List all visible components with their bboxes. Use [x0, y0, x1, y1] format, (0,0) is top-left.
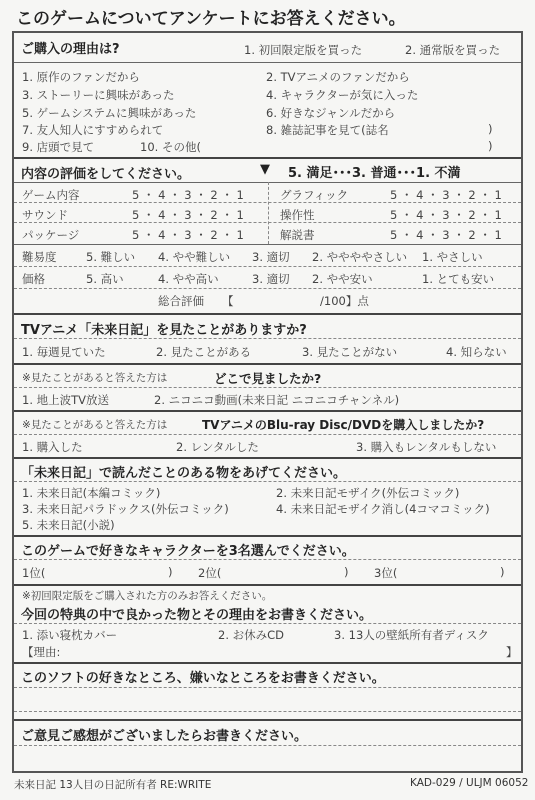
divider [14, 244, 521, 245]
section-divider [14, 157, 521, 159]
reason-option[interactable]: 1. 原作のファンだから [22, 70, 140, 84]
bonus-reason-close: 】 [506, 645, 518, 659]
footer-product-code: KAD-029 / ULJM 06052 [410, 777, 529, 789]
divider [14, 62, 521, 63]
bd-option[interactable]: 3. 購入もレンタルもしない [356, 440, 497, 454]
reason-option[interactable]: 7. 友人知人にすすめられて [22, 123, 164, 137]
price-label: 価格 [22, 272, 45, 286]
divider [14, 222, 521, 223]
bonus-note: ※初回限定版をご購入された方のみお答えください。 [22, 590, 273, 602]
reason-option[interactable]: 8. 雑誌記事を見て(誌名 [266, 123, 389, 137]
reason-option[interactable]: 6. 好きなジャンルだから [266, 106, 396, 120]
bonus-option[interactable]: 3. 13人の壁紙所有者ディスク [334, 628, 489, 642]
likes-heading: このソフトの好きなところ、嫌いなところをお書きください。 [21, 671, 385, 686]
divider [14, 338, 521, 339]
arrow-down-icon: ▼ [260, 162, 270, 177]
divider [14, 559, 521, 560]
rating-scale[interactable]: 5 ・ 4 ・ 3 ・ 2 ・ 1 [390, 208, 502, 222]
bd-option[interactable]: 2. レンタルした [176, 440, 259, 454]
rating-scale[interactable]: 5 ・ 4 ・ 3 ・ 2 ・ 1 [132, 208, 244, 222]
reason-option[interactable]: 2. TVアニメのファンだから [266, 70, 410, 84]
divider [14, 288, 521, 289]
likes-writing-line[interactable] [14, 711, 521, 712]
comics-option[interactable]: 2. 未来日記モザイク(外伝コミック) [276, 486, 460, 500]
difficulty-label: 難易度 [22, 250, 57, 264]
rating-scale[interactable]: 5 ・ 4 ・ 3 ・ 2 ・ 1 [132, 228, 244, 242]
bonus-reason-field[interactable]: 【理由: [22, 645, 61, 659]
divider [14, 481, 521, 482]
purchase-heading: ご購入の理由は? [21, 42, 120, 57]
divider [14, 202, 521, 203]
comics-option[interactable]: 3. 未来日記パラドックス(外伝コミック) [22, 502, 229, 516]
where-option[interactable]: 1. 地上波TV放送 [22, 393, 110, 407]
reason-option[interactable]: 9. 店頭で見て [22, 140, 95, 154]
rating-label: サウンド [22, 208, 68, 222]
price-option[interactable]: 2. やや安い [312, 272, 373, 286]
divider [14, 387, 521, 388]
rating-label: ゲーム内容 [22, 188, 80, 202]
rating-label: 操作性 [280, 208, 315, 222]
comics-option[interactable]: 4. 未来日記モザイク消し(4コマコミック) [276, 502, 490, 516]
reason-option[interactable]: 5. ゲームシステムに興味があった [22, 106, 197, 120]
comments-writing-line[interactable] [14, 745, 521, 746]
anime-option[interactable]: 1. 毎週見ていた [22, 345, 106, 359]
section-divider [14, 363, 521, 365]
difficulty-option[interactable]: 3. 適切 [252, 250, 290, 264]
rank-3-field[interactable]: 3位( [374, 566, 398, 580]
anime-option[interactable]: 4. 知らない [446, 345, 507, 359]
rating-label: グラフィック [280, 188, 349, 202]
reason-option[interactable]: 3. ストーリーに興味があった [22, 88, 175, 102]
rank-1-field[interactable]: 1位( [22, 566, 46, 580]
comics-option[interactable]: 1. 未来日記(本編コミック) [22, 486, 161, 500]
difficulty-option[interactable]: 2. ややややさしい [312, 250, 408, 264]
price-option[interactable]: 1. とても安い [422, 272, 495, 286]
rating-scale[interactable]: 5 ・ 4 ・ 3 ・ 2 ・ 1 [390, 188, 502, 202]
page-title: このゲームについてアンケートにお答えください。 [16, 9, 406, 29]
where-option[interactable]: 2. ニコニコ動画(未来日記 ニコニコチャンネル) [154, 393, 400, 407]
magazine-close-paren: ) [488, 122, 493, 136]
difficulty-option[interactable]: 1. やさしい [422, 250, 483, 264]
comics-heading: 「未来日記」で読んだことのある物をあげてください。 [21, 466, 347, 481]
comics-option[interactable]: 5. 未来日記(小説) [22, 518, 115, 532]
section-divider [14, 662, 521, 664]
where-heading: どこで見ましたか? [214, 371, 322, 386]
purchase-regular-option[interactable]: 2. 通常版を買った [405, 43, 501, 57]
rating-scale[interactable]: 5 ・ 4 ・ 3 ・ 2 ・ 1 [132, 188, 244, 202]
price-option[interactable]: 3. 適切 [252, 272, 290, 286]
section-divider [14, 457, 521, 459]
divider [14, 266, 521, 267]
likes-writing-line[interactable] [14, 687, 521, 688]
rank-3-close: ) [500, 565, 505, 579]
overall-label: 総合評価 [158, 294, 204, 308]
anime-option[interactable]: 2. 見たことがある [156, 345, 252, 359]
section-divider [14, 719, 521, 721]
purchase-limited-option[interactable]: 1. 初回限定版を買った [244, 43, 363, 57]
where-note: ※見たことがあると答えた方は [22, 372, 168, 384]
bonus-option[interactable]: 1. 添い寝枕カバー [22, 628, 118, 642]
bonus-option[interactable]: 2. お休みCD [218, 628, 285, 642]
section-divider [14, 535, 521, 537]
section-divider [14, 584, 521, 586]
price-option[interactable]: 5. 高い [86, 272, 124, 286]
characters-heading: このゲームで好きなキャラクターを3名選んでください。 [21, 544, 355, 559]
rank-2-close: ) [344, 565, 349, 579]
reason-option[interactable]: 10. その他( [140, 140, 201, 154]
rating-label: パッケージ [22, 228, 80, 242]
bonus-heading: 今回の特典の中で良かった物とその理由をお書きください。 [21, 608, 373, 623]
footer-product-title: 未来日記 13人目の日記所有者 RE:WRITE [14, 779, 212, 791]
rating-grid [14, 182, 521, 244]
rating-scale[interactable]: 5 ・ 4 ・ 3 ・ 2 ・ 1 [390, 228, 502, 242]
rank-1-close: ) [168, 565, 173, 579]
section-divider [14, 313, 521, 315]
evaluation-scale: 5. 満足･･･3. 普通･･･1. 不満 [288, 166, 461, 181]
overall-score-field[interactable]: /100】点 [320, 294, 369, 308]
divider [14, 623, 521, 624]
anime-option[interactable]: 3. 見たことがない [302, 345, 398, 359]
anime-heading: TVアニメ「未来日記」を見たことがありますか? [21, 323, 307, 338]
bd-option[interactable]: 1. 購入した [22, 440, 83, 454]
difficulty-option[interactable]: 5. 難しい [86, 250, 136, 264]
grid-divider [268, 182, 269, 244]
overall-open-bracket: 【 [222, 294, 234, 308]
survey-form [12, 31, 523, 773]
price-option[interactable]: 4. やや高い [158, 272, 219, 286]
comments-heading: ご意見ご感想がございましたらお書きください。 [21, 729, 308, 744]
reason-option[interactable]: 4. キャラクターが気に入った [266, 88, 419, 102]
section-divider [14, 410, 521, 412]
difficulty-option[interactable]: 4. やや難しい [158, 250, 231, 264]
divider [14, 434, 521, 435]
rank-2-field[interactable]: 2位( [198, 566, 222, 580]
evaluation-heading: 内容の評価をしてください。 [21, 167, 191, 182]
rating-label: 解説書 [280, 228, 315, 242]
other-close-paren: ) [488, 139, 493, 153]
bd-heading: TVアニメのBlu-ray Disc/DVDを購入しましたか? [202, 418, 485, 432]
bd-note: ※見たことがあると答えた方は [22, 419, 168, 431]
